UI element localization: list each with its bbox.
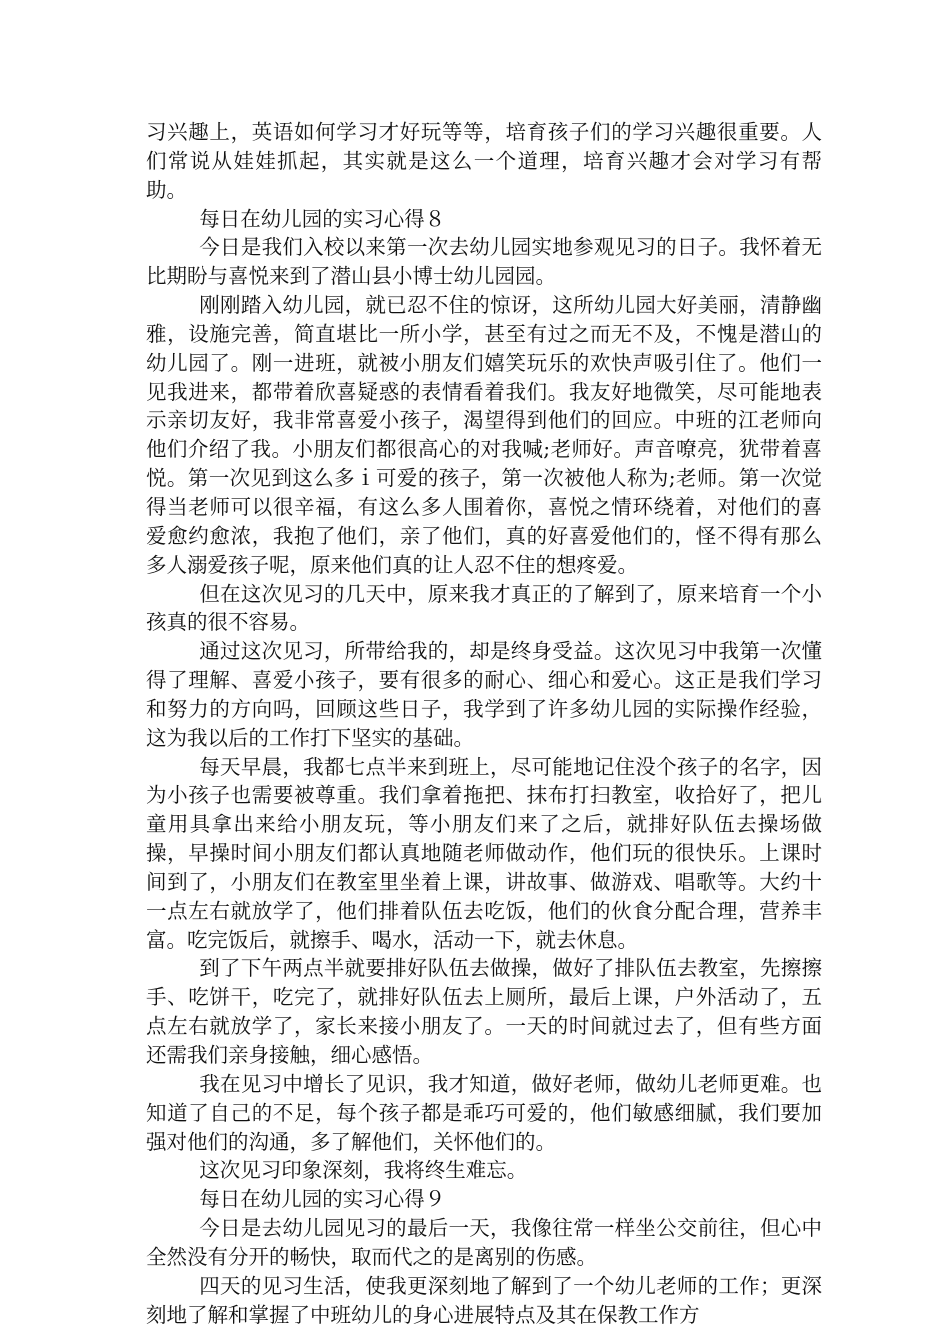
- paragraph: 通过这次见习，所带给我的，却是终身受益。这次见习中我第一次懂得了理解、喜爱小孩子，要有很多的耐心、细心和爱心。这正是我们学习和努力的方向吗，回顾这些日子，我学到了许多幼儿园的实际操作经验，这为我以后的工作打下坚实的基础。: [146, 639, 822, 750]
- section-heading-8: 每日在幼儿园的实习心得８: [199, 206, 446, 231]
- paragraph: 这次见习印象深刻，我将终生难忘。: [199, 1158, 528, 1183]
- paragraph: 今日是去幼儿园见习的最后一天，我像往常一样坐公交前往，但心中全然没有分开的畅快，取而代之的是离别的伤感。: [146, 1216, 822, 1269]
- paragraph: 刚刚踏入幼儿园，就已忍不住的惊讶，这所幼儿园大好美丽，清静幽雅，设施完善，简直堪比一所小学，甚至有过之而无不及，不愧是潜山的幼儿园了。刚一进班，就被小朋友们嬉笑玩乐的欢快声吸引住了。他们一见我进来，都带着欣喜疑惑的表情看着我们。我友好地微笑，尽可能地表示亲切友好，我非常喜爱小孩子，渴望得到他们的回应。中班的江老师向他们介绍了我。小朋友们都很高心的对我喊;老师好。声音嘹亮，犹带着喜悦。第一次见到这么多ｉ可爱的孩子，第一次被他人称为;老师。第一次觉得当老师可以很辛福，有这么多人围着你，喜悦之情环绕着，对他们的喜爱愈约愈浓，我抱了他们，亲了他们，真的好喜爱他们的，怪不得有那么多人溺爱孩子呢，原来他们真的让人忍不住的想疼爱。: [146, 293, 822, 577]
- paragraph: 到了下午两点半就要排好队伍去做操，做好了排队伍去教室，先擦擦手、吃饼干，吃完了，就排好队伍去上厕所，最后上课，户外活动了，五点左右就放学了，家长来接小朋友了。一天的时间就过去了，但有些方面还需我们亲身接触，细心感悟。: [146, 956, 822, 1067]
- document-body: [146, 118, 822, 1329]
- paragraph-continuation: 习兴趣上，英语如何学习才好玩等等，培育孩子们的学习兴趣很重要。人们常说从娃娃抓起，其实就是这么一个道理，培育兴趣才会对学习有帮助。: [146, 120, 822, 202]
- paragraph: 今日是我们入校以来第一次去幼儿园实地参观见习的日子。我怀着无比期盼与喜悦来到了潜山县小博士幼儿园园。: [146, 235, 822, 289]
- section-heading-9: 每日在幼儿园的实习心得９: [199, 1187, 446, 1212]
- paragraph: 我在见习中增长了见识，我才知道，做好老师，做幼儿老师更难。也知道了自己的不足，每个孩子都是乖巧可爱的，他们敏感细腻，我们要加强对他们的沟通，多了解他们，关怀他们的。: [146, 1071, 822, 1154]
- paragraph: 但在这次见习的几天中，原来我才真正的了解到了，原来培育一个小孩真的很不容易。: [146, 581, 822, 635]
- paragraph: 四天的见习生活，使我更深刻地了解到了一个幼儿老师的工作；更深刻地了解和掌握了中班幼儿的身心进展特点及其在保教工作方: [146, 1273, 822, 1327]
- paragraph: 每天早晨，我都七点半来到班上，尽可能地记住没个孩子的名字，因为小孩子也需要被尊重。我们拿着拖把、抹布打扫教室，收拾好了，把儿童用具拿出来给小朋友玩，等小朋友们来了之后，就排好队伍去操场做操，早操时间小朋友们都认真地随老师做动作，他们玩的很快乐。上课时间到了，小朋友们在教室里坐着上课，讲故事、做游戏、唱歌等。大约十一点左右就放学了，他们排着队伍去吃饭，他们的伙食分配合理，营养丰富。吃完饭后，就擦手、喝水，活动一下，就去休息。: [146, 754, 822, 952]
